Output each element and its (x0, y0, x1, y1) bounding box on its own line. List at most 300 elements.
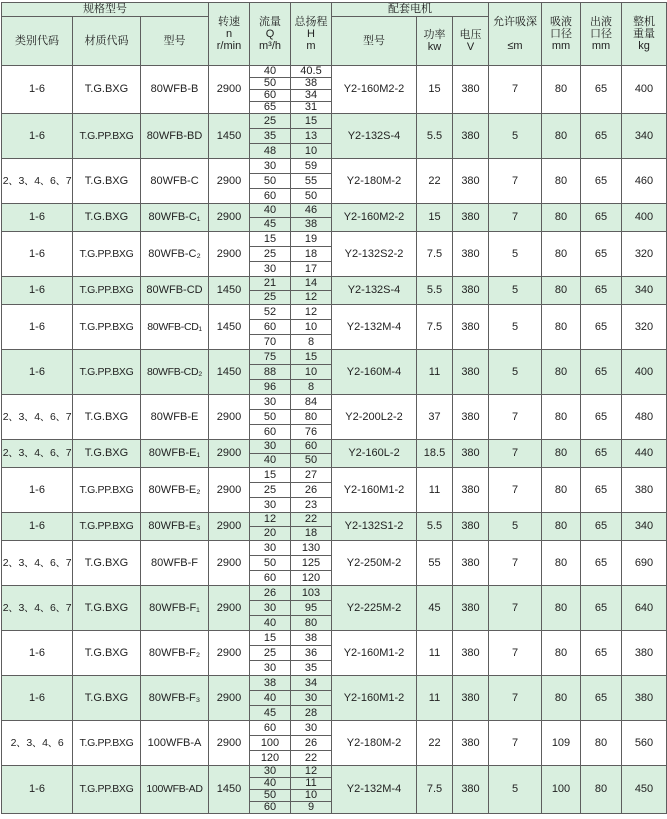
material-code-cell: T.G.PP.BXG (73, 114, 141, 159)
flow-value-cell: 26 (250, 586, 291, 601)
flow-value-cell: 40 (250, 204, 291, 218)
speed-cell: 1450 (209, 305, 250, 350)
material-code-cell: T.G.BXG (73, 541, 141, 586)
material-code-cell: T.G.BXG (73, 676, 141, 721)
head-value-cell: 26 (291, 736, 332, 751)
table-row (2, 766, 667, 778)
motor-model-cell: Y2-160M1-2 (332, 676, 417, 721)
inlet-diameter-cell: 109 (542, 721, 581, 766)
model-cell: 80WFB-F₂ (141, 631, 209, 676)
table-row (2, 350, 667, 365)
flow-value-cell: 30 (250, 601, 291, 616)
flow-label: 流量 (259, 16, 281, 28)
outlet-diameter-cell: 65 (581, 440, 622, 468)
flow-value-cell: 25 (250, 646, 291, 661)
power-cell: 18.5 (417, 440, 453, 468)
voltage-cell: 380 (453, 305, 489, 350)
motor-model-cell: Y2-225M-2 (332, 586, 417, 631)
speed-cell: 1450 (209, 277, 250, 305)
weight-cell: 690 (622, 541, 667, 586)
flow-value-cell: 65 (250, 102, 291, 114)
head-value-cell: 80 (291, 616, 332, 631)
speed-cell: 1450 (209, 766, 250, 814)
flow-value-cell: 30 (250, 159, 291, 174)
weight-cell: 380 (622, 631, 667, 676)
weight-cell: 460 (622, 159, 667, 204)
head-value-cell: 18 (291, 247, 332, 262)
voltage-cell: 380 (453, 586, 489, 631)
weight-label-2: 重量 (633, 28, 655, 40)
flow-value-cell: 75 (250, 350, 291, 365)
category-code-cell: 2、3、4、6、7 (2, 395, 73, 440)
speed-cell: 2900 (209, 468, 250, 513)
head-value-cell: 80 (291, 410, 332, 425)
outlet-diameter-cell: 65 (581, 232, 622, 277)
speed-cell: 2900 (209, 631, 250, 676)
outlet-diameter-cell: 65 (581, 676, 622, 721)
head-value-cell: 30 (291, 721, 332, 736)
head-value-cell: 8 (291, 380, 332, 395)
material-code-cell: T.G.PP.BXG (73, 721, 141, 766)
model-cell: 80WFB-B (141, 66, 209, 114)
category-code-cell: 1-6 (2, 766, 73, 814)
model-cell: 80WFB-CD (141, 277, 209, 305)
flow-value-cell: 60 (250, 90, 291, 102)
speed-cell: 2900 (209, 676, 250, 721)
weight-cell: 340 (622, 277, 667, 305)
head-value-cell: 14 (291, 277, 332, 291)
head-value-cell: 12 (291, 305, 332, 320)
inlet-diameter-cell: 80 (542, 513, 581, 541)
material-code-header: 材质代码 (73, 17, 141, 66)
voltage-cell: 380 (453, 277, 489, 305)
flow-value-cell: 30 (250, 541, 291, 556)
head-value-cell: 125 (291, 556, 332, 571)
flow-value-cell: 25 (250, 114, 291, 129)
head-value-cell: 84 (291, 395, 332, 410)
speed-cell: 2900 (209, 204, 250, 232)
head-value-cell: 103 (291, 586, 332, 601)
head-value-cell: 46 (291, 204, 332, 218)
flow-value-cell: 30 (250, 395, 291, 410)
inlet-label-2: 口径 (550, 28, 572, 40)
category-code-cell: 2、3、4、6、7 (2, 541, 73, 586)
voltage-cell: 380 (453, 721, 489, 766)
voltage-cell: 380 (453, 676, 489, 721)
motor-model-cell: Y2-200L2-2 (332, 395, 417, 440)
head-value-cell: 28 (291, 706, 332, 721)
power-cell: 37 (417, 395, 453, 440)
model-cell: 80WFB-C (141, 159, 209, 204)
suction-depth-cell: 7 (489, 541, 542, 586)
table-row (2, 440, 667, 454)
flow-value-cell: 48 (250, 144, 291, 159)
spec-group-header: 规格型号 (2, 3, 209, 17)
motor-model-cell: Y2-132S1-2 (332, 513, 417, 541)
flow-value-cell: 45 (250, 218, 291, 232)
weight-cell: 400 (622, 66, 667, 114)
head-value-cell: 11 (291, 778, 332, 790)
material-code-cell: T.G.BXG (73, 586, 141, 631)
weight-cell: 320 (622, 305, 667, 350)
suction-depth-unit: ≤m (507, 40, 523, 52)
material-code-cell: T.G.BXG (73, 631, 141, 676)
head-value-cell: 19 (291, 232, 332, 247)
flow-value-cell: 30 (250, 262, 291, 277)
voltage-cell: 380 (453, 204, 489, 232)
outlet-label-2: 口径 (590, 28, 612, 40)
outlet-diameter-cell: 65 (581, 204, 622, 232)
flow-value-cell: 30 (250, 440, 291, 454)
outlet-diameter-cell: 80 (581, 721, 622, 766)
flow-value-cell: 50 (250, 410, 291, 425)
category-code-cell: 1-6 (2, 66, 73, 114)
weight-cell: 440 (622, 440, 667, 468)
material-code-cell: T.G.PP.BXG (73, 766, 141, 814)
material-code-cell: T.G.PP.BXG (73, 350, 141, 395)
suction-depth-cell: 7 (489, 468, 542, 513)
power-cell: 22 (417, 721, 453, 766)
flow-value-cell: 15 (250, 468, 291, 483)
flow-value-cell: 25 (250, 291, 291, 305)
weight-cell: 400 (622, 350, 667, 395)
category-code-cell: 1-6 (2, 204, 73, 232)
table-row (2, 204, 667, 218)
head-value-cell: 34 (291, 90, 332, 102)
flow-value-cell: 40 (250, 66, 291, 78)
power-cell: 55 (417, 541, 453, 586)
category-code-cell: 2、3、4、6、7 (2, 159, 73, 204)
suction-depth-cell: 7 (489, 204, 542, 232)
power-cell: 7.5 (417, 766, 453, 814)
weight-label: 整机 (633, 16, 655, 28)
power-cell: 5.5 (417, 277, 453, 305)
motor-model-cell: Y2-160M2-2 (332, 204, 417, 232)
voltage-cell: 380 (453, 631, 489, 676)
head-value-cell: 30 (291, 691, 332, 706)
voltage-unit: V (466, 41, 475, 53)
head-value-cell: 12 (291, 291, 332, 305)
table-row (2, 305, 667, 320)
flow-unit: m³/h (259, 40, 281, 52)
category-code-cell: 1-6 (2, 305, 73, 350)
category-code-cell: 1-6 (2, 676, 73, 721)
speed-cell: 2900 (209, 586, 250, 631)
weight-cell: 480 (622, 395, 667, 440)
speed-cell: 1450 (209, 114, 250, 159)
motor-model-cell: Y2-160L-2 (332, 440, 417, 468)
model-cell: 80WFB-CD₂ (141, 350, 209, 395)
power-cell: 11 (417, 350, 453, 395)
flow-value-cell: 52 (250, 305, 291, 320)
table-row (2, 541, 667, 556)
head-value-cell: 13 (291, 129, 332, 144)
flow-value-cell: 88 (250, 365, 291, 380)
suction-depth-cell: 7 (489, 631, 542, 676)
material-code-cell: T.G.PP.BXG (73, 468, 141, 513)
material-code-cell: T.G.PP.BXG (73, 277, 141, 305)
category-code-cell: 1-6 (2, 232, 73, 277)
head-value-cell: 27 (291, 468, 332, 483)
material-code-cell: T.G.BXG (73, 204, 141, 232)
material-code-cell: T.G.BXG (73, 440, 141, 468)
material-code-cell: T.G.PP.BXG (73, 232, 141, 277)
head-label: 总扬程 (294, 16, 328, 28)
table-row (2, 676, 667, 691)
outlet-diameter-cell: 65 (581, 395, 622, 440)
head-value-cell: 95 (291, 601, 332, 616)
flow-value-cell: 100 (250, 736, 291, 751)
head-value-cell: 8 (291, 335, 332, 350)
inlet-diameter-cell: 100 (542, 766, 581, 814)
outlet-diameter-cell: 65 (581, 468, 622, 513)
table-row (2, 66, 667, 78)
inlet-unit: mm (551, 40, 571, 52)
outlet-diameter-cell: 65 (581, 586, 622, 631)
suction-depth-cell: 7 (489, 395, 542, 440)
head-value-cell: 15 (291, 114, 332, 129)
model-cell: 80WFB-BD (141, 114, 209, 159)
outlet-label: 出液 (590, 16, 612, 28)
suction-depth-cell: 7 (489, 676, 542, 721)
head-value-cell: 36 (291, 646, 332, 661)
speed-label: 转速 (218, 16, 240, 28)
power-cell: 11 (417, 631, 453, 676)
table-row (2, 159, 667, 174)
model-cell: 100WFB-A (141, 721, 209, 766)
suction-depth-cell: 5 (489, 305, 542, 350)
model-cell: 80WFB-C₂ (141, 232, 209, 277)
model-cell: 80WFB-F (141, 541, 209, 586)
head-value-cell: 10 (291, 320, 332, 335)
power-label: 功率 (423, 29, 446, 41)
model-header: 型号 (141, 17, 209, 66)
flow-value-cell: 20 (250, 527, 291, 541)
suction-depth-header (489, 3, 542, 66)
outlet-diameter-cell: 65 (581, 631, 622, 676)
suction-depth-cell: 5 (489, 232, 542, 277)
weight-cell: 380 (622, 468, 667, 513)
flow-value-cell: 96 (250, 380, 291, 395)
model-cell: 100WFB-AD (141, 766, 209, 814)
material-code-cell: T.G.PP.BXG (73, 513, 141, 541)
flow-header (250, 3, 291, 66)
flow-value-cell: 50 (250, 790, 291, 802)
suction-depth-cell: 7 (489, 440, 542, 468)
flow-value-cell: 21 (250, 277, 291, 291)
speed-symbol: n (225, 28, 233, 40)
power-cell: 15 (417, 66, 453, 114)
head-value-cell: 22 (291, 751, 332, 766)
weight-cell: 400 (622, 204, 667, 232)
flow-value-cell: 38 (250, 676, 291, 691)
inlet-diameter-cell: 80 (542, 277, 581, 305)
table-row (2, 232, 667, 247)
voltage-cell: 380 (453, 440, 489, 468)
weight-cell: 640 (622, 586, 667, 631)
outlet-diameter-cell: 65 (581, 350, 622, 395)
head-value-cell: 26 (291, 483, 332, 498)
motor-group-header: 配套电机 (332, 3, 489, 17)
outlet-diameter-cell: 65 (581, 277, 622, 305)
speed-cell: 1450 (209, 350, 250, 395)
table-row (2, 631, 667, 646)
weight-cell: 560 (622, 721, 667, 766)
model-cell: 80WFB-E₁ (141, 440, 209, 468)
power-cell: 15 (417, 204, 453, 232)
flow-value-cell: 15 (250, 232, 291, 247)
voltage-label: 电压 (459, 29, 482, 41)
outlet-diameter-cell: 65 (581, 66, 622, 114)
motor-model-header: 型号 (332, 17, 417, 66)
model-cell: 80WFB-E₃ (141, 513, 209, 541)
head-value-cell: 15 (291, 350, 332, 365)
head-value-cell: 55 (291, 174, 332, 189)
power-cell: 7.5 (417, 305, 453, 350)
flow-value-cell: 30 (250, 766, 291, 778)
outlet-diameter-cell: 65 (581, 513, 622, 541)
outlet-diameter-cell: 65 (581, 159, 622, 204)
motor-model-cell: Y2-132M-4 (332, 305, 417, 350)
flow-value-cell: 120 (250, 751, 291, 766)
category-code-cell: 1-6 (2, 277, 73, 305)
power-cell: 11 (417, 468, 453, 513)
head-value-cell: 38 (291, 78, 332, 90)
table-row (2, 721, 667, 736)
head-symbol: H (307, 28, 315, 40)
inlet-diameter-cell: 80 (542, 305, 581, 350)
inlet-diameter-cell: 80 (542, 350, 581, 395)
voltage-cell: 380 (453, 66, 489, 114)
table-row (2, 395, 667, 410)
material-code-cell: T.G.PP.BXG (73, 305, 141, 350)
category-code-cell: 2、3、4、6、7 (2, 586, 73, 631)
head-value-cell: 38 (291, 631, 332, 646)
table-row (2, 513, 667, 527)
weight-cell: 450 (622, 766, 667, 814)
voltage-cell: 380 (453, 232, 489, 277)
motor-model-cell: Y2-160M2-2 (332, 66, 417, 114)
power-unit: kw (427, 41, 442, 53)
suction-depth-cell: 5 (489, 277, 542, 305)
flow-value-cell: 15 (250, 631, 291, 646)
suction-depth-cell: 5 (489, 114, 542, 159)
category-code-header: 类别代码 (2, 17, 73, 66)
flow-value-cell: 60 (250, 802, 291, 814)
flow-value-cell: 50 (250, 556, 291, 571)
head-value-cell: 35 (291, 661, 332, 676)
model-cell: 80WFB-E (141, 395, 209, 440)
head-value-cell: 40.5 (291, 66, 332, 78)
head-unit: m (306, 40, 316, 52)
model-cell: 80WFB-C₁ (141, 204, 209, 232)
suction-depth-cell: 7 (489, 66, 542, 114)
head-value-cell: 23 (291, 498, 332, 513)
speed-cell: 2900 (209, 159, 250, 204)
category-code-cell: 1-6 (2, 114, 73, 159)
motor-model-cell: Y2-250M-2 (332, 541, 417, 586)
table-row (2, 114, 667, 129)
flow-value-cell: 40 (250, 691, 291, 706)
inlet-diameter-cell: 80 (542, 440, 581, 468)
motor-model-cell: Y2-132M-4 (332, 766, 417, 814)
model-cell: 80WFB-E₂ (141, 468, 209, 513)
suction-depth-cell: 7 (489, 721, 542, 766)
model-cell: 80WFB-F₁ (141, 586, 209, 631)
inlet-diameter-cell: 80 (542, 159, 581, 204)
voltage-cell: 380 (453, 159, 489, 204)
speed-cell: 2900 (209, 513, 250, 541)
speed-cell: 2900 (209, 541, 250, 586)
weight-header (622, 3, 667, 66)
head-value-cell: 34 (291, 676, 332, 691)
flow-value-cell: 60 (250, 320, 291, 335)
head-value-cell: 59 (291, 159, 332, 174)
head-value-cell: 18 (291, 527, 332, 541)
flow-value-cell: 12 (250, 513, 291, 527)
inlet-diameter-cell: 80 (542, 468, 581, 513)
head-value-cell: 12 (291, 766, 332, 778)
model-cell: 80WFB-F₃ (141, 676, 209, 721)
model-cell: 80WFB-CD₁ (141, 305, 209, 350)
table-row (2, 468, 667, 483)
inlet-diameter-cell: 80 (542, 676, 581, 721)
flow-value-cell: 60 (250, 721, 291, 736)
motor-model-cell: Y2-160M-4 (332, 350, 417, 395)
material-code-cell: T.G.BXG (73, 66, 141, 114)
material-code-cell: T.G.BXG (73, 395, 141, 440)
inlet-diameter-header (542, 3, 581, 66)
table-row (2, 586, 667, 601)
outlet-diameter-cell: 65 (581, 305, 622, 350)
head-value-cell: 10 (291, 365, 332, 380)
flow-value-cell: 40 (250, 454, 291, 468)
head-value-cell: 38 (291, 218, 332, 232)
weight-cell: 340 (622, 513, 667, 541)
power-cell: 7.5 (417, 232, 453, 277)
power-cell: 11 (417, 676, 453, 721)
weight-cell: 380 (622, 676, 667, 721)
voltage-cell: 380 (453, 468, 489, 513)
power-cell: 45 (417, 586, 453, 631)
motor-model-cell: Y2-132S-4 (332, 114, 417, 159)
head-value-cell: 50 (291, 189, 332, 204)
suction-depth-cell: 5 (489, 350, 542, 395)
flow-value-cell: 25 (250, 483, 291, 498)
category-code-cell: 1-6 (2, 350, 73, 395)
voltage-cell: 380 (453, 541, 489, 586)
power-cell: 22 (417, 159, 453, 204)
speed-cell: 2900 (209, 440, 250, 468)
material-code-cell: T.G.BXG (73, 159, 141, 204)
table-row (2, 277, 667, 291)
flow-value-cell: 30 (250, 498, 291, 513)
flow-symbol: Q (265, 28, 275, 40)
flow-value-cell: 60 (250, 189, 291, 204)
head-value-cell: 60 (291, 440, 332, 454)
inlet-label: 吸液 (550, 16, 572, 28)
table-header (2, 3, 667, 66)
weight-unit: kg (638, 40, 650, 52)
category-code-cell: 1-6 (2, 631, 73, 676)
head-value-cell: 22 (291, 513, 332, 527)
flow-value-cell: 70 (250, 335, 291, 350)
motor-model-cell: Y2-132S-4 (332, 277, 417, 305)
weight-cell: 320 (622, 232, 667, 277)
power-cell: 5.5 (417, 114, 453, 159)
voltage-cell: 380 (453, 513, 489, 541)
pump-spec-table (1, 2, 667, 814)
